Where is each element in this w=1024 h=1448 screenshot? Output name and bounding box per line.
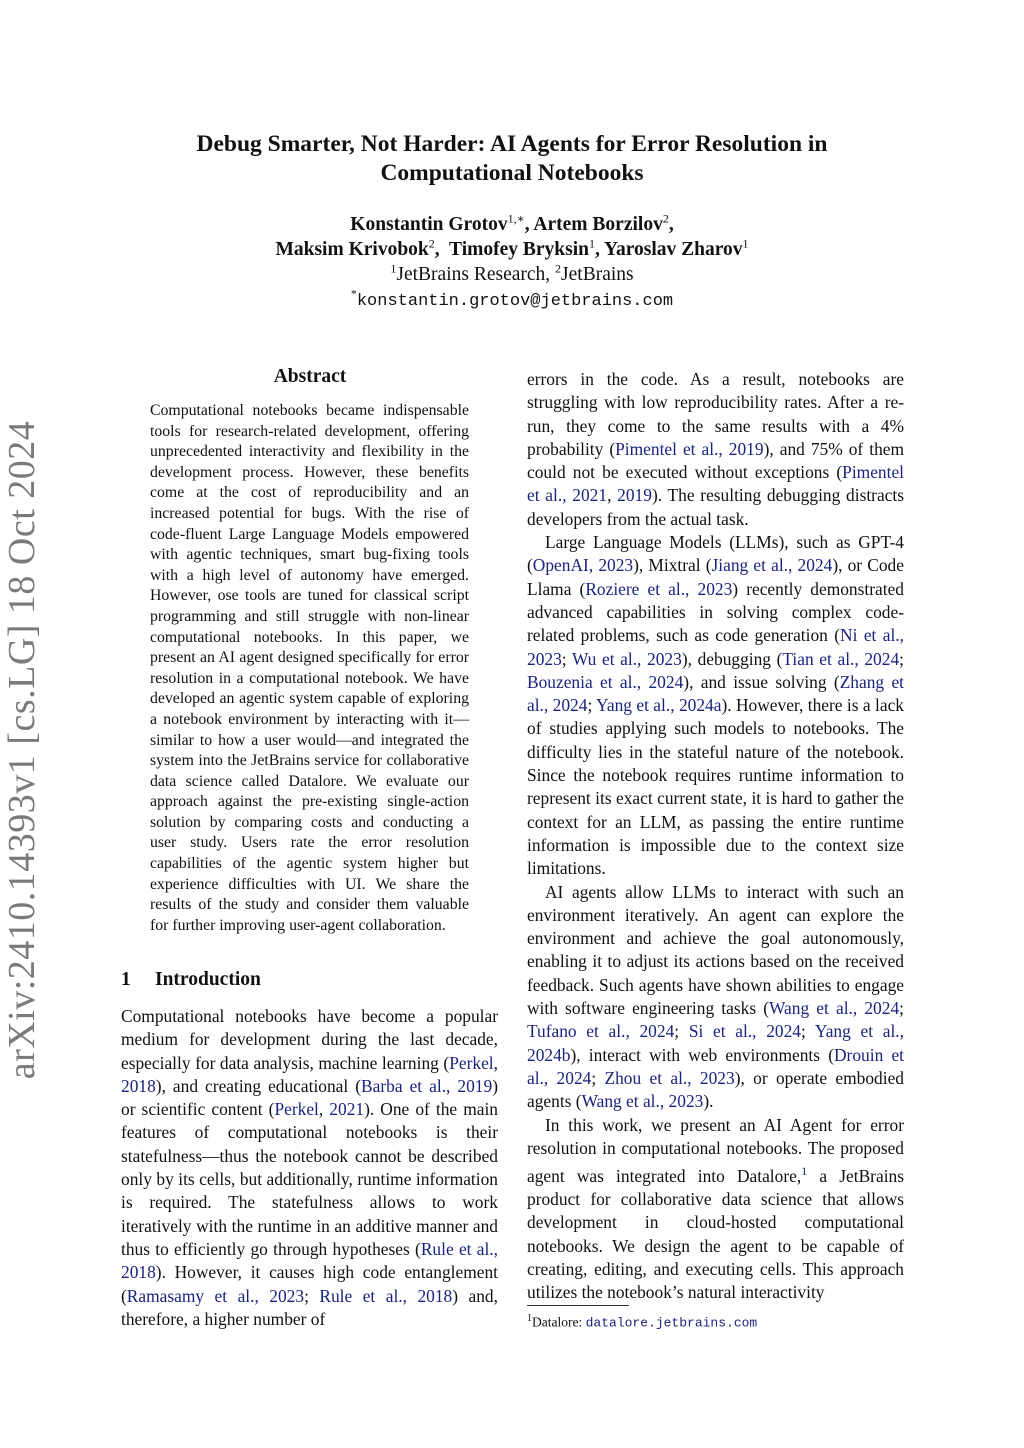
citation-link[interactable]: Rule et al., 2018	[319, 1285, 453, 1306]
citation-link[interactable]: Si et al., 2024	[688, 1021, 801, 1042]
citation-link[interactable]: Ramasamy et al., 2023	[126, 1285, 305, 1306]
citation-link[interactable]: Rule et al., 2018	[121, 1238, 499, 1283]
abstract-heading: Abstract	[273, 366, 347, 387]
affiliations	[130, 262, 894, 287]
author-name: Konstantin Grotov	[350, 214, 508, 235]
citation-link[interactable]: Jiang et al., 2024	[711, 555, 833, 576]
citation-link[interactable]: Zhang et al., 2024	[527, 671, 905, 716]
author-name: Yaroslav Zharov	[604, 239, 743, 260]
left-column-body	[121, 1005, 498, 1331]
abstract-text: Computational notebooks became indispensable tools for research-related development, offering unprecedented interactivity and flexibility in the development process. However, these benefits come at the cost of reproducibility and an increased potential for bugs. With the rise of code-fluent Large Language Models empowered with agentic techniques, smart bug-fixing tools with a high level of autonomy have emerged. However, ose tools are tuned for classical script programming and still struggle with non-linear computational notebooks. In this paper, we present an AI agent designed specifically for error resolution in a computational notebook. We have developed an agentic system capable of exploring a notebook environment by interacting with it—similar to how a user would—and integrated the system into the JetBrains service for collaborative data science called Datalore. We evaluate our approach against the pre-existing single-action solution by comparing costs and conducting a user study. Users rate the error resolution capabilities of the agentic system higher but experience difficulties with UI. We share the results of the study and consider them valuable for further improving user-agent collaboration.	[150, 402, 469, 934]
citation-link[interactable]: Wu et al., 2023	[571, 648, 682, 669]
citation-link[interactable]: Wang et al., 2024	[769, 998, 900, 1019]
citation-link[interactable]: Tian et al., 2024	[782, 648, 900, 669]
paper-title	[130, 130, 894, 188]
contact-email: konstantin.grotov@jetbrains.com	[356, 292, 674, 311]
citation-link[interactable]: Zhou et al., 2023	[604, 1067, 735, 1088]
citation-link[interactable]: Perkel	[449, 1052, 494, 1073]
footnote-divider	[527, 1305, 629, 1306]
affiliation-mark: 2	[555, 261, 562, 276]
author-affiliation-mark: 1	[589, 236, 595, 251]
paragraph: Large Language Models (LLMs), such as GPT-4 (OpenAI, 2023), Mixtral (Jiang et al., 2024), or Code Llama (Roziere et al., 2023) recently demonstrated advanced capabilities in solving complex code-related problems, such as code generation (Ni et al., 2023; Wu et al., 2023), debugging (Tian et al., 2024; Bouzenia et al., 2024), and issue solving (Zhang et al., 2024; Yang et al., 2024a). However, there is a lack of studies applying such models to notebooks. The difficulty lies in the stateful nature of the notebook. Since the notebook requires runtime information to represent its exact current state, it is hard to gather the context for an LLM, as passing the entire runtime information is impossible due to the context size limitations.	[527, 532, 905, 879]
footnote	[527, 1313, 904, 1331]
affiliation: JetBrains	[561, 264, 634, 285]
title-line-2: Computational Notebooks	[380, 160, 644, 186]
affiliation-mark: 1	[390, 261, 397, 276]
footnote-number: 1	[527, 1313, 532, 1324]
citation-link[interactable]: Ni et al., 2023	[527, 625, 904, 669]
paragraph: AI agents allow LLMs to interact with such an environment iteratively. An agent can explore the environment and achieve the goal autonomously, enabling it to adjust its actions based on the received feedback. Such agents have shown abilities to engage with software engineering tasks (Wang et al., 2024; Tufano et al., 2024; Si et al., 2024; Yang et al., 2024b), interact with web environments (Drouin et al., 2024; Zhou et al., 2023), or operate embodied agents (Wang et al., 2023).	[527, 881, 904, 1112]
author-name: Timofey Bryksin	[449, 239, 589, 260]
author-affiliation-mark: 2	[662, 211, 669, 226]
section-number: 1	[121, 969, 131, 990]
arxiv-identifier: arXiv:2410.14393v1 [cs.LG] 18 Oct 2024	[1, 420, 43, 1080]
paragraph: In this work, we present an AI Agent for error resolution in computational notebooks. The proposed agent was integrated into Datalore,$^1$ a JetBrains product for collaborative data science that allows development in cloud-hosted computational notebooks. We design the agent to be capable of creating, editing, and executing cells. This approach utilizes the notebook’s natural interactivity	[527, 1114, 904, 1303]
footnote-url-link[interactable]: datalore.jetbrains.com	[585, 1315, 758, 1331]
citation-link[interactable]: Drouin et al., 2024	[527, 1044, 904, 1088]
citation-link[interactable]: Roziere et al., 2023	[585, 578, 733, 599]
author-line-1: Konstantin Grotov$^{1,∗}$, Artem Borzilov$^2$,	[350, 211, 674, 235]
citation-link[interactable]: 2021	[329, 1099, 365, 1120]
author-block	[130, 212, 894, 314]
citation-link[interactable]: Pimentel et al., 2021	[527, 462, 904, 506]
section-title: Introduction	[155, 969, 261, 990]
citation-link[interactable]: Perkel	[274, 1099, 319, 1120]
footnote-marker[interactable]: 1	[801, 1164, 808, 1179]
section-heading	[121, 969, 501, 991]
author-affiliation-mark: 1,∗	[507, 211, 525, 226]
author-line-2: Maksim Krivobok$^2$, Timofey Bryksin$^1$, Yaroslav Zharov$^1$	[275, 236, 749, 260]
paragraph: Computational notebooks have become a popular medium for development during the last decade, especially for data analysis, machine learning (Perkel, 2018), and creating educational (Barba et al., 2019) or scientific content (Perkel, 2021). One of the main features of computational notebooks is their statefulness—thus the notebook cannot be described only by its cells, but additionally, runtime information is required. The statefulness allows to work iteratively with the runtime in an additive manner and thus to efficiently go through hypotheses (Rule et al., 2018). However, it causes high code entanglement (Ramasamy et al., 2023; Rule et al., 2018) and, therefore, a higher number of	[121, 1006, 499, 1329]
citation-link[interactable]: Yang et al., 2024b	[527, 1021, 904, 1065]
corresponding-mark: *	[350, 286, 357, 301]
contact-email-line	[130, 287, 894, 314]
author-affiliation-mark: 2	[428, 236, 435, 251]
citation-link[interactable]: Wang et al., 2023	[581, 1091, 704, 1112]
author-name: Artem Borzilov	[533, 214, 663, 235]
citation-link[interactable]: Tufano et al., 2024	[527, 1021, 675, 1042]
author-affiliation-mark: 1	[742, 236, 749, 251]
affiliation: JetBrains Research,	[396, 264, 556, 285]
citation-link[interactable]: Barba et al., 2019	[361, 1075, 493, 1096]
citation-link[interactable]: OpenAI, 2023	[532, 555, 634, 576]
author-name: Maksim Krivobok	[275, 239, 429, 260]
right-column-body	[527, 368, 904, 1305]
citation-link[interactable]: 2019	[617, 485, 652, 506]
citation-link[interactable]: Bouzenia et al., 2024	[527, 671, 684, 692]
paragraph: errors in the code. As a result, notebooks are struggling with low reproducibility rates. After a re-run, they come to the same results with a 4% probability (Pimentel et al., 2019), and 75% of them could not be executed without exceptions (Pimentel et al., 2021, 2019). The resulting debugging distracts developers from the actual task.	[527, 369, 905, 529]
footnote-label: Datalore:	[532, 1314, 586, 1330]
citation-link[interactable]: Pimentel et al., 2019	[615, 438, 764, 459]
title-line-1: Debug Smarter, Not Harder: AI Agents for Error Resolution in	[196, 131, 828, 157]
citation-link[interactable]: Yang et al., 2024a	[596, 695, 722, 716]
citation-link[interactable]: 2018	[121, 1075, 156, 1096]
